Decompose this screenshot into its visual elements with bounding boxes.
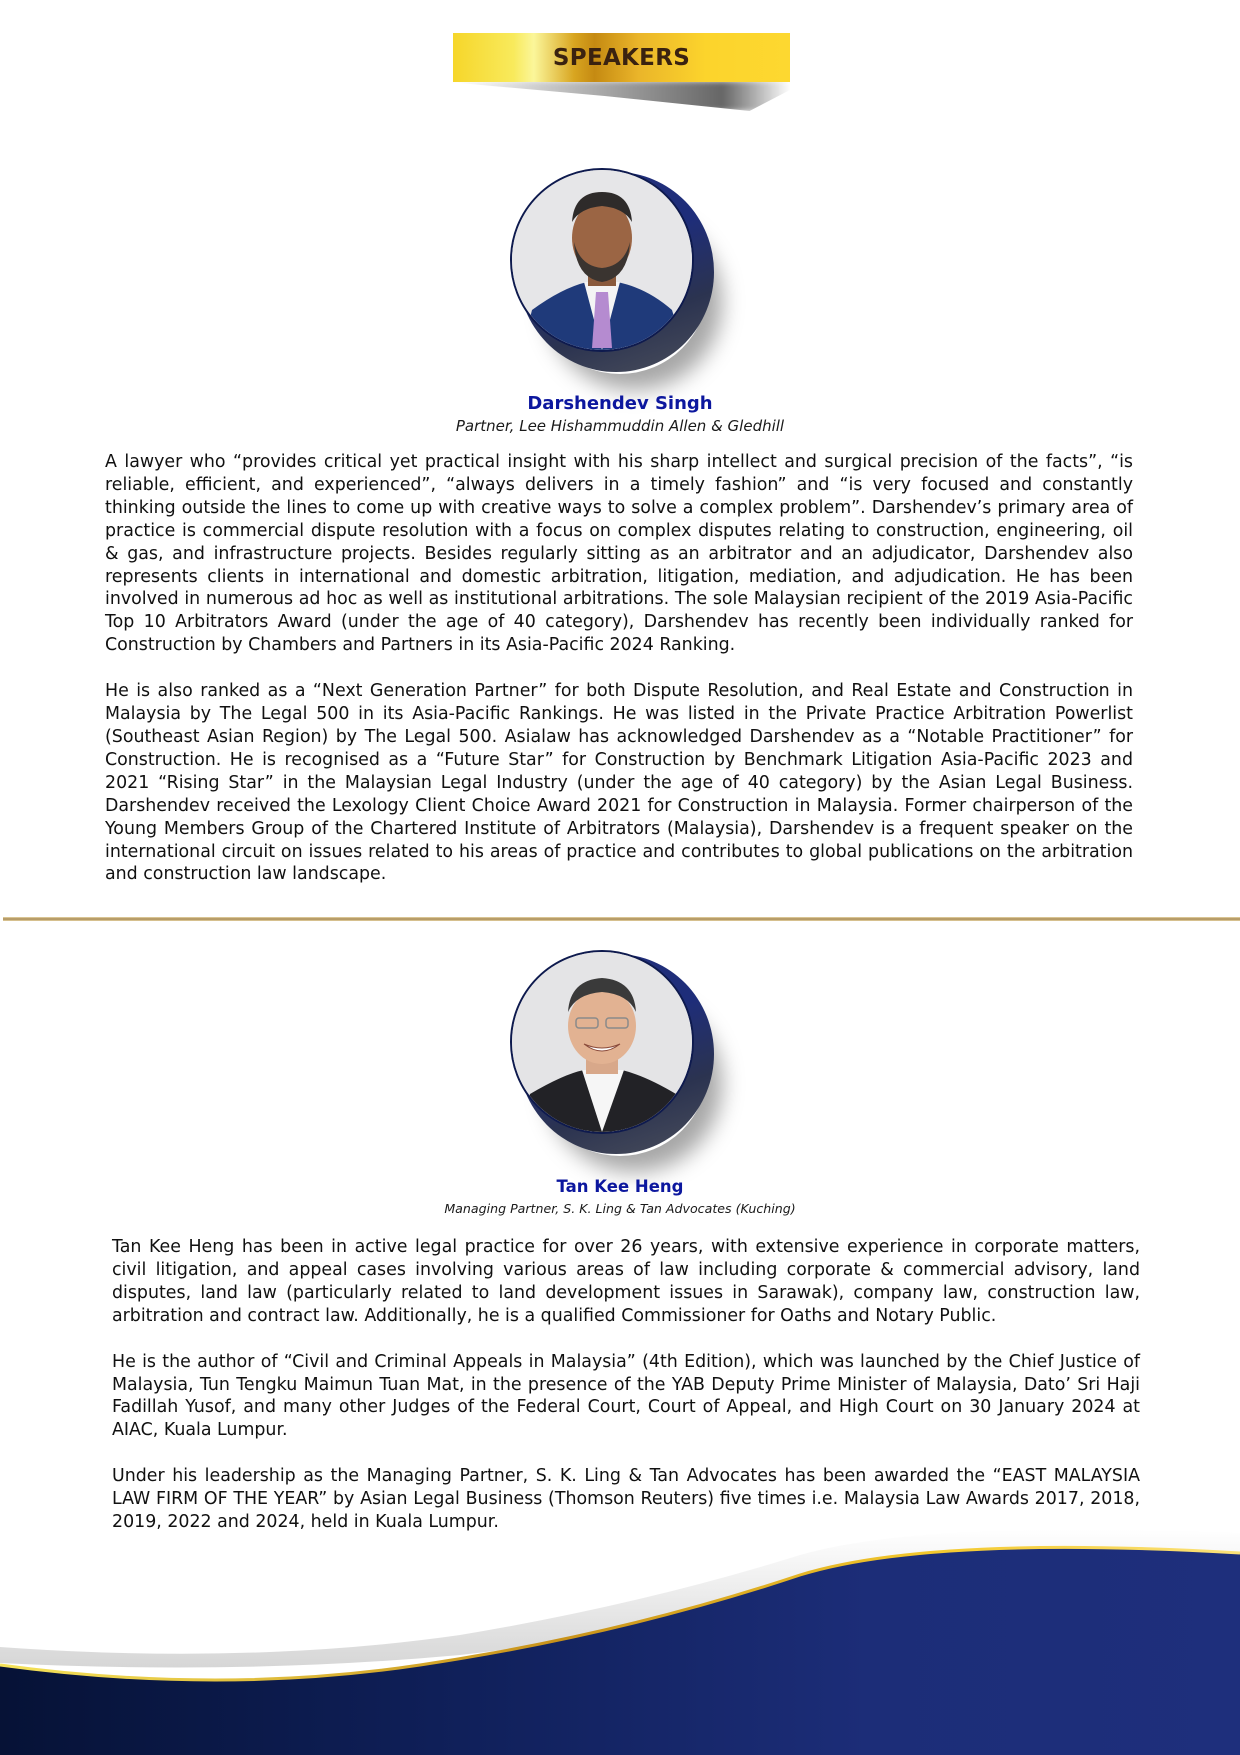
speaker-role: Partner, Lee Hishammuddin Allen & Gledhill [455,417,785,435]
speaker-name: Darshendev Singh [527,393,713,414]
banner-shadow [453,81,790,111]
speaker-photo-tan-kee-heng [510,950,694,1134]
header-banner [453,33,790,113]
portrait-photo-icon [512,170,692,350]
portrait-photo-icon [512,952,692,1132]
bio-paragraph: Under his leadership as the Managing Partner, S. K. Ling & Tan Advocates has been awarded the “EAST MALAYSIA LAW FIRM OF THE YEAR” by Asian Legal Business (Thomson Reuters) five times i.e. Malaysia Law Awards 2017, 2018, 2019, 2022 and 2024, held in Kuala Lumpur. [112,1466,1140,1533]
bio-paragraph: He is the author of “Civil and Criminal Appeals in Malaysia” (4th Edition), which was launched by the Chief Justice of Malaysia, Tun Tengku Maimun Tuan Mat, in the presence of the YAB Deputy Prime Minister of Malaysia, Dato’ Sri Haji Fadillah Yusof, and many other Judges of the Federal Court, Court of Appeal, and High Court on 30 January 2024 at AIAC, Kuala Lumpur. [112,1351,1140,1441]
bio-paragraph: He is also ranked as a “Next Generation Partner” for both Dispute Resolution, and Real Estate and Construction in Malaysia by The Legal 500 in its Asia-Pacific Rankings. He was listed in the Private Practice Arbitration Powerlist (Southeast Asian Region) by The Legal 500. Asialaw has acknowledged Darshendev as a “Notable Practitioner” for Construction. He is recognised as a “Future Star” for Construction by Benchmark Litigation Asia-Pacific 2023 and 2021 “Rising Star” in the Malaysian Legal Industry (under the age of 40 category) by the Asian Legal Business. Darshendev received the Lexology Client Choice Award 2021 for Construction in Malaysia. Former chairperson of the Young Members Group of the Chartered Institute of Arbitrators (Malaysia), Darshendev is a frequent speaker on the international circuit on issues related to his areas of practice and contributes to global publications on the arbitration and construction law landscape. [105,681,1133,885]
section-divider [3,917,1240,921]
bio-paragraph: Tan Kee Heng has been in active legal practice for over 26 years, with extensive experience in corporate matters, civil litigation, and appeal cases involving various areas of law including corporate & commercial advisory, land disputes, land law (particularly related to land development issues in Sarawak), company law, construction law, arbitration and contract law. Additionally, he is a qualified Commissioner for Oaths and Notary Public. [112,1237,1140,1326]
speaker-portrait-frame [510,950,740,1180]
speaker-photo-darshendev [510,168,694,352]
speaker-bio [112,1236,1140,1534]
wave-decoration-icon [0,1515,1240,1755]
speaker-bio [105,451,1133,886]
page-title: SPEAKERS [552,44,691,71]
banner-ribbon [453,33,790,82]
speaker-name: Tan Kee Heng [556,1177,684,1196]
speaker-role: Managing Partner, S. K. Ling & Tan Advocates (Kuching) [444,1201,796,1216]
speaker-portrait-frame [510,168,740,398]
footer-wave [0,1515,1240,1755]
bio-paragraph: A lawyer who “provides critical yet practical insight with his sharp intellect and surgical precision of the facts”, “is reliable, efficient, and experienced”, “always delivers in a timely fashion” and “is very focused and constantly thinking outside the lines to come up with creative ways to solve a complex problem”. Darshendev’s primary area of practice is commercial dispute resolution with a focus on complex disputes relating to construction, engineering, oil & gas, and infrastructure projects. Besides regularly sitting as an arbitrator and an adjudicator, Darshendev also represents clients in international and domestic arbitration, litigation, mediation, and adjudication. He has been involved in numerous ad hoc as well as institutional arbitrations. The sole Malaysian recipient of the 2019 Asia-Pacific Top 10 Arbitrators Award (under the age of 40 category), Darshendev has recently been individually ranked for Construction by Chambers and Partners in its Asia-Pacific 2024 Ranking. [105,452,1133,656]
